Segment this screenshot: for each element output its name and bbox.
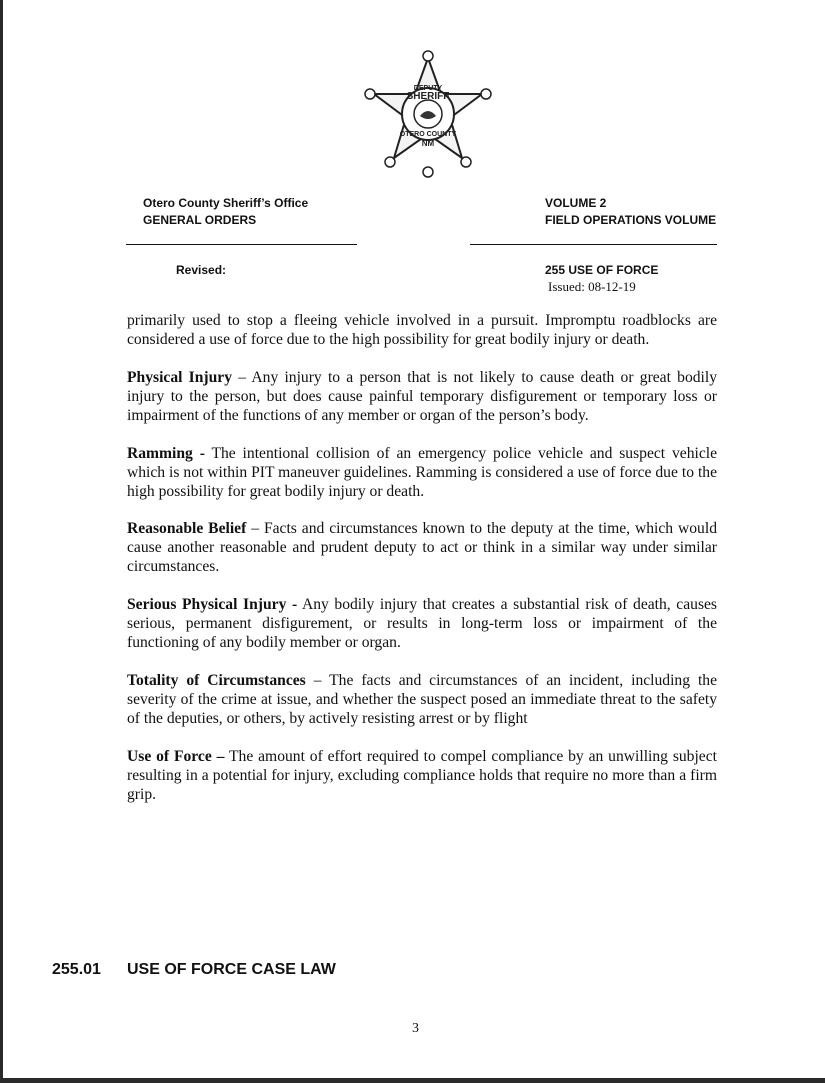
badge-text-county: OTERO COUNTY	[399, 131, 457, 138]
badge-text-sheriff: SHERIFF	[406, 91, 450, 102]
office-name: Otero County Sheriff’s Office	[143, 196, 309, 210]
page-frame-left	[0, 0, 3, 1083]
definition-physical-injury	[127, 368, 717, 425]
page-frame-bottom	[0, 1078, 825, 1083]
header-rule-right	[470, 244, 717, 245]
definition-separator: –	[305, 672, 330, 689]
volume-number: VOLUME 2	[545, 196, 607, 210]
definition-separator: –	[246, 520, 264, 537]
intro-paragraph	[127, 311, 717, 349]
definition-text: Any bodily injury that creates a substantial risk of death, causes serious, permanent disfigurement, or results in long-term loss or impairment of the functioning of any bodily member or organ.	[127, 596, 718, 651]
issued-date: Issued: 08-12-19	[548, 279, 636, 294]
definition-ramming	[127, 444, 717, 501]
definition-term: Reasonable Belief	[127, 520, 247, 537]
definition-reasonable-belief	[127, 519, 717, 576]
header-right	[545, 195, 716, 229]
header-rule-left	[126, 244, 357, 245]
revised-label: Revised:	[176, 263, 227, 277]
page-number: 3	[412, 1021, 419, 1036]
header-left	[143, 195, 308, 229]
definition-text: The amount of effort required to compel compliance by an unwilling subject resulting in a potential for injury, excluding compliance holds that require no more than a firm grip.	[127, 748, 717, 803]
badge-text-deputy: DEPUTY	[413, 85, 443, 92]
definition-serious-physical-injury	[127, 595, 717, 652]
definition-text: Any injury to a person that is not likely to cause death or great bodily injury to the person, but does cause painful temporary disfigurement or temporary loss or impairment of the functions of any member or organ of the person’s body.	[127, 369, 718, 424]
definition-use-of-force	[127, 747, 717, 804]
policy-title: 255 USE OF FORCE	[545, 263, 659, 277]
sheriff-star-badge-icon	[362, 50, 494, 180]
intro-text: primarily used to stop a fleeing vehicle involved in a pursuit. Impromptu roadblocks are considered a use of force due to the high possibility for great bodily injury or death.	[127, 312, 717, 348]
definition-text: The facts and circumstances of an incident, including the severity of the crime at issue, and whether the suspect posed an immediate threat to the safety of the deputies, or others, by actively resisting arrest or by flight	[127, 672, 718, 727]
volume-name: FIELD OPERATIONS VOLUME	[545, 213, 717, 227]
definition-term: Physical Injury	[127, 369, 232, 386]
definition-term: Serious Physical Injury -	[127, 596, 298, 613]
section-number: 255.01	[52, 961, 101, 978]
definition-totality-of-circumstances	[127, 671, 717, 728]
definition-term: Ramming -	[127, 445, 205, 462]
definition-text: Facts and circumstances known to the deputy at the time, which would cause another reasonable and prudent deputy to act or think in a similar way under similar circumstances.	[127, 520, 717, 575]
general-orders: GENERAL ORDERS	[143, 213, 257, 227]
definition-term: Totality of Circumstances	[127, 672, 306, 689]
definition-separator: –	[232, 369, 252, 386]
definition-term: Use of Force –	[127, 748, 225, 765]
badge-text-state: NM	[421, 139, 435, 148]
section-title: USE OF FORCE CASE LAW	[127, 961, 336, 978]
definition-text: The intentional collision of an emergency police vehicle and suspect vehicle which is not within PIT maneuver guidelines. Ramming is considered a use of force due to the high possibility for great bodily injury or death.	[127, 445, 717, 500]
